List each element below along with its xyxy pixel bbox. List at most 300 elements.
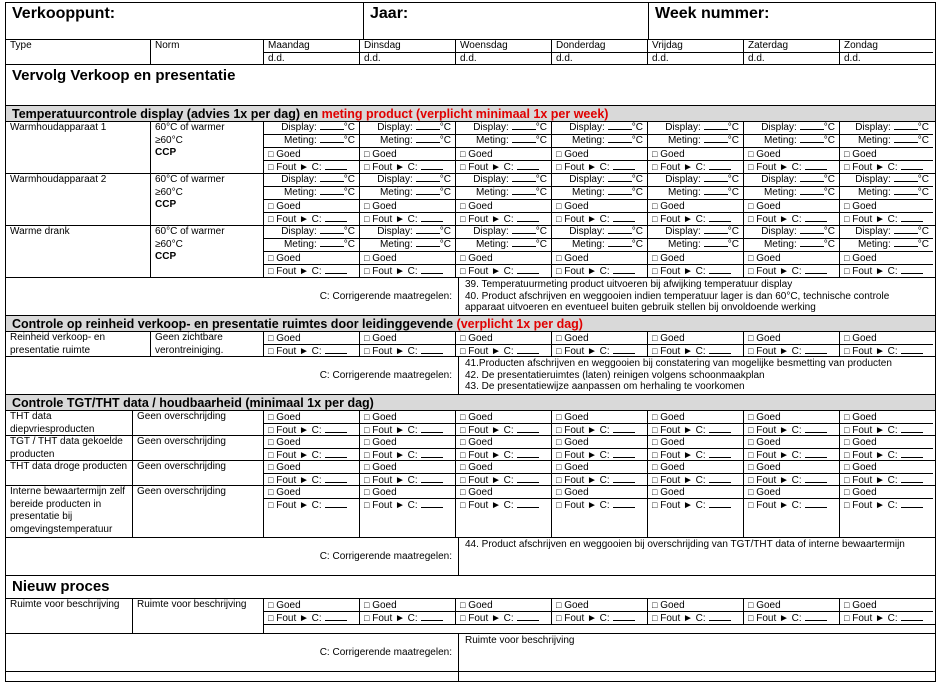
meting-temp-input[interactable]: Meting: °C [840,135,933,148]
corrective-code-input[interactable] [325,457,347,458]
corrective-code-input[interactable] [325,273,347,274]
corrective-code-input[interactable] [901,457,923,458]
goed-checkbox[interactable]: □ Goed [360,200,455,213]
check-day-cell [840,486,933,537]
meting-temp-input[interactable]: Meting: °C [552,135,647,148]
display-temp-input[interactable]: Display: °C [360,122,455,135]
meting-temp-input[interactable]: Meting: °C [840,187,933,200]
fout-checkbox[interactable]: □ Fout ► C: [648,161,743,173]
corrective-code-input[interactable] [613,432,635,433]
goed-checkbox[interactable]: □ Goed [456,332,551,345]
corrective-code-input[interactable] [613,620,635,621]
fout-checkbox[interactable]: □ Fout ► C: [264,345,359,356]
goed-checkbox[interactable]: □ Goed [648,436,743,449]
fout-checkbox[interactable]: □ Fout ► C: [456,474,551,485]
fout-checkbox[interactable]: □ Fout ► C: [360,612,455,624]
fout-checkbox[interactable]: □ Fout ► C: [552,612,647,624]
corrective-code-input[interactable] [901,353,923,354]
corrective-code-input[interactable] [517,273,539,274]
corrective-code-input[interactable] [325,353,347,354]
corrective-code-input[interactable] [325,507,347,508]
day-date-field[interactable]: d.d. [748,53,765,64]
temp-day-cell [840,174,933,225]
fout-checkbox[interactable]: □ Fout ► C: [360,213,455,225]
meting-temp-input[interactable]: Meting: °C [360,239,455,252]
display-temp-input[interactable]: Display: °C [744,122,839,135]
clean-row [5,332,936,357]
day-header-zondag [840,40,933,64]
corrective-code-input[interactable] [901,482,923,483]
meting-temp-input[interactable]: Meting: °C [264,187,359,200]
goed-checkbox[interactable]: □ Goed [264,411,359,424]
fout-checkbox[interactable]: □ Fout ► C: [360,161,455,173]
fout-checkbox[interactable]: □ Fout ► C: [456,345,551,356]
check-day-cell [456,461,552,485]
meting-temp-input[interactable]: Meting: °C [648,239,743,252]
clean-measures-label: C: Corrigerende maatregelen: [6,357,459,394]
day-header-donderdag [552,40,648,64]
fout-checkbox[interactable]: □ Fout ► C: [264,449,359,460]
goed-checkbox[interactable]: □ Goed [648,599,743,612]
meting-temp-input[interactable]: Meting: °C [264,239,359,252]
fout-checkbox[interactable]: □ Fout ► C: [360,424,455,435]
day-date-field[interactable]: d.d. [556,53,573,64]
meting-temp-input[interactable]: Meting: °C [648,135,743,148]
fout-checkbox[interactable]: □ Fout ► C: [840,474,933,485]
corrective-code-input[interactable] [325,169,347,170]
fout-checkbox[interactable]: □ Fout ► C: [552,449,647,460]
norm-text: ≥60°C [155,238,183,250]
meting-temp-input[interactable]: Meting: °C [360,187,455,200]
checklist-sheet [5,2,936,682]
day-date-field[interactable]: d.d. [364,53,381,64]
corrective-code-input[interactable] [421,169,443,170]
meting-temp-input[interactable]: Meting: °C [840,239,933,252]
fout-checkbox[interactable]: □ Fout ► C: [264,213,359,225]
fout-checkbox[interactable]: □ Fout ► C: [360,499,455,511]
goed-checkbox[interactable]: □ Goed [360,332,455,345]
goed-checkbox[interactable]: □ Goed [840,461,933,474]
jaar-field[interactable] [364,3,649,39]
corrective-code-input[interactable] [517,221,539,222]
norm-text: 60°C of warmer [155,122,225,133]
display-temp-input[interactable]: Display: °C [264,174,359,187]
display-temp-input[interactable]: Display: °C [840,122,933,135]
day-name: Zondag [840,40,933,53]
goed-checkbox[interactable]: □ Goed [552,200,647,213]
goed-checkbox[interactable]: □ Goed [552,436,647,449]
meting-temp-input[interactable]: Meting: °C [264,135,359,148]
meting-temp-input[interactable]: Meting: °C [456,135,551,148]
goed-checkbox[interactable]: □ Goed [552,332,647,345]
goed-checkbox[interactable]: □ Goed [840,486,933,499]
goed-checkbox[interactable]: □ Goed [744,411,839,424]
display-temp-input[interactable]: Display: °C [552,122,647,135]
goed-checkbox[interactable]: □ Goed [456,148,551,161]
corrective-code-input[interactable] [613,169,635,170]
fout-checkbox[interactable]: □ Fout ► C: [360,449,455,460]
corrective-code-input[interactable] [613,482,635,483]
fout-checkbox[interactable]: □ Fout ► C: [456,265,551,277]
fout-checkbox[interactable]: □ Fout ► C: [264,161,359,173]
tgt-row-norm: Geen overschrijding [133,436,264,460]
goed-checkbox[interactable]: □ Goed [360,411,455,424]
fout-checkbox[interactable]: □ Fout ► C: [840,424,933,435]
day-name: Donderdag [552,40,647,53]
temp-row-norm [151,122,264,173]
display-temp-input[interactable]: Display: °C [360,226,455,239]
fout-checkbox[interactable]: □ Fout ► C: [360,345,455,356]
fout-checkbox[interactable]: □ Fout ► C: [552,265,647,277]
tgt-row-norm: Geen overschrijding [133,411,264,435]
meting-temp-input[interactable]: Meting: °C [456,187,551,200]
goed-checkbox[interactable]: □ Goed [840,200,933,213]
corrective-code-input[interactable] [421,273,443,274]
goed-checkbox[interactable]: □ Goed [552,411,647,424]
fout-checkbox[interactable]: □ Fout ► C: [840,265,933,277]
goed-checkbox[interactable]: □ Goed [552,148,647,161]
temp-day-cell [552,122,648,173]
fout-checkbox[interactable]: □ Fout ► C: [648,612,743,624]
fout-checkbox[interactable]: □ Fout ► C: [840,449,933,460]
goed-checkbox[interactable]: □ Goed [840,436,933,449]
fout-checkbox[interactable]: □ Fout ► C: [744,499,839,511]
meting-temp-input[interactable]: Meting: °C [744,239,839,252]
corrective-code-input[interactable] [325,482,347,483]
fout-checkbox[interactable]: □ Fout ► C: [552,213,647,225]
display-temp-input[interactable]: Display: °C [840,174,933,187]
fout-checkbox[interactable]: □ Fout ► C: [648,213,743,225]
goed-checkbox[interactable]: □ Goed [264,599,359,612]
fout-checkbox[interactable]: □ Fout ► C: [744,213,839,225]
goed-checkbox[interactable]: □ Goed [840,148,933,161]
goed-checkbox[interactable]: □ Goed [744,200,839,213]
corrective-code-input[interactable] [709,507,731,508]
corrective-code-input[interactable] [805,221,827,222]
corrective-code-input[interactable] [325,221,347,222]
fout-checkbox[interactable]: □ Fout ► C: [744,161,839,173]
fout-checkbox[interactable]: □ Fout ► C: [552,424,647,435]
display-temp-input[interactable]: Display: °C [744,226,839,239]
day-header-dinsdag [360,40,456,64]
corrective-code-input[interactable] [805,620,827,621]
fout-checkbox[interactable]: □ Fout ► C: [456,449,551,460]
goed-checkbox[interactable]: □ Goed [744,332,839,345]
day-date-field[interactable]: d.d. [844,53,861,64]
corrective-code-input[interactable] [901,432,923,433]
corrective-code-input[interactable] [901,221,923,222]
fout-checkbox[interactable]: □ Fout ► C: [360,474,455,485]
goed-checkbox[interactable]: □ Goed [648,252,743,265]
goed-checkbox[interactable]: □ Goed [648,148,743,161]
corrective-code-input[interactable] [421,457,443,458]
fout-checkbox[interactable]: □ Fout ► C: [744,449,839,460]
goed-checkbox[interactable]: □ Goed [264,461,359,474]
check-day-cell [744,436,840,460]
corrective-code-input[interactable] [325,620,347,621]
tgt-row-label: TGT / THT data gekoelde producten [6,436,133,460]
nieuw-measures-label: C: Corrigerende maatregelen: [6,634,459,671]
temp-day-cell [456,226,552,277]
meting-temp-input[interactable]: Meting: °C [552,187,647,200]
goed-checkbox[interactable]: □ Goed [552,486,647,499]
corrective-code-input[interactable] [805,482,827,483]
corrective-code-input[interactable] [517,432,539,433]
goed-checkbox[interactable]: □ Goed [552,252,647,265]
check-day-cell [456,486,552,537]
corrective-code-input[interactable] [709,221,731,222]
corrective-code-input[interactable] [805,507,827,508]
corrective-code-input[interactable] [325,432,347,433]
corrective-code-input[interactable] [709,432,731,433]
goed-checkbox[interactable]: □ Goed [264,332,359,345]
goed-checkbox[interactable]: □ Goed [456,252,551,265]
corrective-code-input[interactable] [901,507,923,508]
fout-checkbox[interactable]: □ Fout ► C: [744,265,839,277]
meting-temp-input[interactable]: Meting: °C [360,135,455,148]
corrective-code-input[interactable] [421,353,443,354]
meting-temp-input[interactable]: Meting: °C [744,187,839,200]
display-temp-input[interactable]: Display: °C [456,226,551,239]
verkooppunt-field[interactable] [6,3,364,39]
temp-day-cell [552,226,648,277]
goed-checkbox[interactable]: □ Goed [360,599,455,612]
corrective-code-input[interactable] [421,432,443,433]
goed-checkbox[interactable]: □ Goed [744,436,839,449]
corrective-code-input[interactable] [613,353,635,354]
corrective-code-input[interactable] [421,620,443,621]
fout-checkbox[interactable]: □ Fout ► C: [264,499,359,511]
verkooppunt-label: Verkooppunt: [12,5,116,22]
corrective-code-input[interactable] [517,457,539,458]
display-temp-input[interactable]: Display: °C [840,226,933,239]
day-name: Dinsdag [360,40,455,53]
fout-checkbox[interactable]: □ Fout ► C: [456,499,551,511]
goed-checkbox[interactable]: □ Goed [840,599,933,612]
check-day-cell [264,599,360,624]
display-temp-input[interactable]: Display: °C [456,174,551,187]
norm-text: ≥60°C [155,134,183,146]
goed-checkbox[interactable]: □ Goed [360,148,455,161]
day-date-field[interactable]: d.d. [460,53,477,64]
goed-checkbox[interactable]: □ Goed [264,436,359,449]
goed-checkbox[interactable]: □ Goed [552,461,647,474]
day-name: Woensdag [456,40,551,53]
fout-checkbox[interactable]: □ Fout ► C: [744,424,839,435]
display-temp-input[interactable]: Display: °C [648,122,743,135]
fout-checkbox[interactable]: □ Fout ► C: [360,265,455,277]
tgt-row [5,461,936,486]
measure-40: 40. Product afschrijven en weggooien indien temperatuur lager is dan 60°C, technische controle apparaat uitvoeren en eventueel buiten gebruik stellen bij onvoldoende werking [465,290,890,313]
fout-checkbox[interactable]: □ Fout ► C: [840,213,933,225]
meting-temp-input[interactable]: Meting: °C [744,135,839,148]
fout-checkbox[interactable]: □ Fout ► C: [456,424,551,435]
goed-checkbox[interactable]: □ Goed [456,486,551,499]
temp-measures-row [5,278,936,316]
corrective-code-input[interactable] [901,273,923,274]
check-day-cell [840,332,933,356]
corrective-code-input[interactable] [805,169,827,170]
check-day-cell [840,461,933,485]
temp-row [5,226,936,278]
nieuw-day-cells [264,599,935,625]
corrective-code-input[interactable] [901,620,923,621]
display-temp-input[interactable]: Display: °C [264,122,359,135]
meting-temp-input[interactable]: Meting: °C [648,187,743,200]
goed-checkbox[interactable]: □ Goed [648,200,743,213]
fout-checkbox[interactable]: □ Fout ► C: [552,499,647,511]
check-day-cell [360,599,456,624]
goed-checkbox[interactable]: □ Goed [360,436,455,449]
corrective-code-input[interactable] [805,273,827,274]
check-day-cell [840,411,933,435]
fout-checkbox[interactable]: □ Fout ► C: [840,345,933,356]
corrective-code-input[interactable] [613,457,635,458]
goed-checkbox[interactable]: □ Goed [264,148,359,161]
goed-checkbox[interactable]: □ Goed [648,332,743,345]
corrective-code-input[interactable] [709,482,731,483]
fout-checkbox[interactable]: □ Fout ► C: [648,474,743,485]
display-temp-input[interactable]: Display: °C [648,174,743,187]
corrective-code-input[interactable] [709,169,731,170]
goed-checkbox[interactable]: □ Goed [744,252,839,265]
day-headers [264,40,935,64]
goed-checkbox[interactable]: □ Goed [456,436,551,449]
display-temp-input[interactable]: Display: °C [264,226,359,239]
corrective-code-input[interactable] [613,221,635,222]
check-day-cell [552,486,648,537]
fout-checkbox[interactable]: □ Fout ► C: [648,499,743,511]
temp-day-cell [648,122,744,173]
fout-checkbox[interactable]: □ Fout ► C: [552,474,647,485]
fout-checkbox[interactable]: □ Fout ► C: [264,424,359,435]
check-day-cell [360,461,456,485]
day-date-field[interactable]: d.d. [652,53,669,64]
goed-checkbox[interactable]: □ Goed [456,411,551,424]
display-temp-input[interactable]: Display: °C [552,174,647,187]
corrective-code-input[interactable] [421,221,443,222]
goed-checkbox[interactable]: □ Goed [840,411,933,424]
fout-checkbox[interactable]: □ Fout ► C: [840,499,933,511]
corrective-code-input[interactable] [613,507,635,508]
display-temp-input[interactable]: Display: °C [552,226,647,239]
fout-checkbox[interactable]: □ Fout ► C: [552,345,647,356]
check-day-cell [744,486,840,537]
goed-checkbox[interactable]: □ Goed [648,411,743,424]
clean-title-red: (verplicht 1x per dag) [456,317,583,331]
fout-checkbox[interactable]: □ Fout ► C: [552,161,647,173]
corrective-code-input[interactable] [709,353,731,354]
corrective-code-input[interactable] [805,457,827,458]
corrective-code-input[interactable] [709,457,731,458]
week-field[interactable] [649,3,935,39]
fout-checkbox[interactable]: □ Fout ► C: [648,449,743,460]
check-day-cell [360,486,456,537]
goed-checkbox[interactable]: □ Goed [360,252,455,265]
corrective-code-input[interactable] [805,353,827,354]
corrective-code-input[interactable] [517,620,539,621]
goed-checkbox[interactable]: □ Goed [264,486,359,499]
check-day-cell [744,599,840,624]
meting-temp-input[interactable]: Meting: °C [456,239,551,252]
check-day-cell [552,411,648,435]
fout-checkbox[interactable]: □ Fout ► C: [648,345,743,356]
goed-checkbox[interactable]: □ Goed [840,332,933,345]
goed-checkbox[interactable]: □ Goed [744,486,839,499]
tgt-section-header [5,395,936,411]
fout-checkbox[interactable]: □ Fout ► C: [264,474,359,485]
display-temp-input[interactable]: Display: °C [360,174,455,187]
display-temp-input[interactable]: Display: °C [648,226,743,239]
fout-checkbox[interactable]: □ Fout ► C: [840,612,933,624]
tgt-row-norm: Geen overschrijding [133,486,264,537]
goed-checkbox[interactable]: □ Goed [456,461,551,474]
corrective-code-input[interactable] [421,507,443,508]
fout-checkbox[interactable]: □ Fout ► C: [840,161,933,173]
check-day-cell [264,411,360,435]
check-day-cell [648,411,744,435]
corrective-code-input[interactable] [805,432,827,433]
fout-checkbox[interactable]: □ Fout ► C: [264,265,359,277]
nieuw-row [5,598,936,634]
fout-checkbox[interactable]: □ Fout ► C: [648,424,743,435]
corrective-code-input[interactable] [613,273,635,274]
corrective-code-input[interactable] [901,169,923,170]
goed-checkbox[interactable]: □ Goed [744,461,839,474]
goed-checkbox[interactable]: □ Goed [264,252,359,265]
goed-checkbox[interactable]: □ Goed [648,461,743,474]
temp-day-cell [360,174,456,225]
meting-temp-input[interactable]: Meting: °C [552,239,647,252]
goed-checkbox[interactable]: □ Goed [456,599,551,612]
corrective-code-input[interactable] [517,482,539,483]
goed-checkbox[interactable]: □ Goed [552,599,647,612]
tgt-row [5,411,936,436]
fout-checkbox[interactable]: □ Fout ► C: [744,474,839,485]
goed-checkbox[interactable]: □ Goed [840,252,933,265]
goed-checkbox[interactable]: □ Goed [360,461,455,474]
nieuw-title-row [5,576,936,598]
day-date-field[interactable]: d.d. [268,53,285,64]
fout-checkbox[interactable]: □ Fout ► C: [456,161,551,173]
temp-row [5,122,936,174]
fout-checkbox[interactable]: □ Fout ► C: [744,612,839,624]
goed-checkbox[interactable]: □ Goed [648,486,743,499]
goed-checkbox[interactable]: □ Goed [456,200,551,213]
corrective-code-input[interactable] [517,353,539,354]
temp-measures-label: C: Corrigerende maatregelen: [6,278,459,315]
fout-checkbox[interactable]: □ Fout ► C: [648,265,743,277]
corrective-code-input[interactable] [709,273,731,274]
sheet-title: Vervolg Verkoop en presentatie [12,67,236,84]
goed-checkbox[interactable]: □ Goed [744,148,839,161]
display-temp-input[interactable]: Display: °C [456,122,551,135]
temp-day-cell [744,122,840,173]
corrective-code-input[interactable] [517,169,539,170]
temp-row-norm [151,174,264,225]
fout-checkbox[interactable]: □ Fout ► C: [456,612,551,624]
corrective-code-input[interactable] [709,620,731,621]
fout-checkbox[interactable]: □ Fout ► C: [456,213,551,225]
fout-checkbox[interactable]: □ Fout ► C: [744,345,839,356]
corrective-code-input[interactable] [517,507,539,508]
goed-checkbox[interactable]: □ Goed [360,486,455,499]
display-temp-input[interactable]: Display: °C [744,174,839,187]
goed-checkbox[interactable]: □ Goed [744,599,839,612]
fout-checkbox[interactable]: □ Fout ► C: [264,612,359,624]
goed-checkbox[interactable]: □ Goed [264,200,359,213]
corrective-code-input[interactable] [421,482,443,483]
